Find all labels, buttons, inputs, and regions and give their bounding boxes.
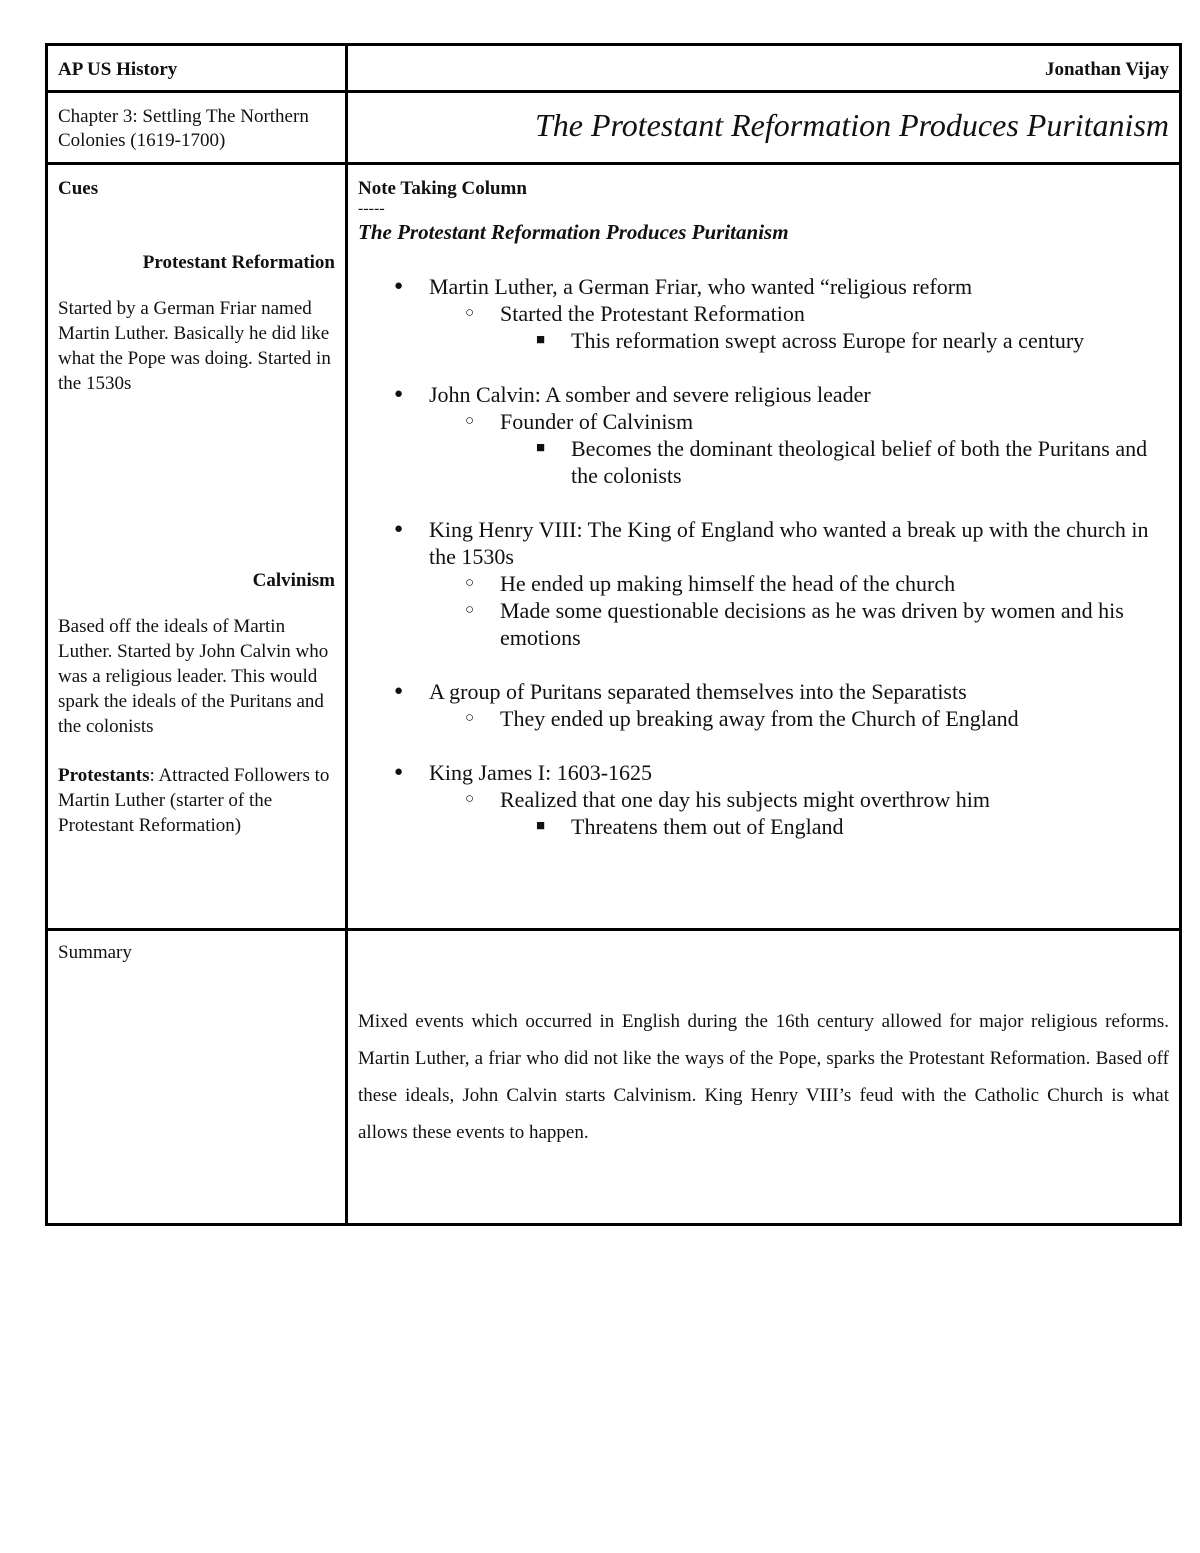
cue-text: Started by a German Friar named Martin Luther. Basically he did like what the Pope was doing. Started in the 1530s: [58, 298, 331, 394]
cue-term-bold: Protestants: [58, 765, 150, 786]
notes-divider: -----: [358, 200, 385, 217]
cues-label: Cues: [58, 178, 99, 199]
note-item-text: Threatens them out of England: [571, 814, 844, 839]
note-item-level-1: [358, 273, 1169, 300]
bullet-square-icon: ■: [536, 818, 546, 834]
header-row: [47, 45, 1181, 92]
note-item-level-2: [358, 786, 1169, 813]
cues-column: [47, 164, 347, 930]
note-item-text: Martin Luther, a German Friar, who wanted “religious reform: [429, 274, 973, 299]
note-item-level-1: [358, 759, 1169, 786]
note-item-text: Becomes the dominant theological belief of both the Puritans and the colonists: [571, 436, 1148, 488]
chapter-cell: [47, 92, 347, 164]
cue-heading: Protestant Reformation: [142, 252, 335, 273]
note-item-text: Made some questionable decisions as he was driven by women and his emotions: [500, 598, 1124, 650]
cue-text: Based off the ideals of Martin Luther. Started by John Calvin who was a religious leader. This would spark the ideals of the Puritans and the colonists: [58, 616, 329, 737]
note-group: [358, 516, 1169, 651]
note-item-level-2: [358, 570, 1169, 597]
chapter-label: Chapter 3: Settling The Northern Colonies (1619-1700): [58, 106, 309, 151]
cue-term: [58, 763, 335, 838]
note-item-level-2: [358, 597, 1169, 651]
title-row: [47, 92, 1181, 164]
author-cell: [347, 45, 1181, 92]
title-cell: [347, 92, 1181, 164]
note-item-level-1: [358, 381, 1169, 408]
bullet-filled-circle-icon: ●: [394, 386, 404, 402]
bullet-hollow-circle-icon: ○: [465, 791, 475, 807]
course-name: AP US History: [58, 59, 178, 80]
page-title: The Protestant Reformation Produces Puritanism: [534, 107, 1169, 143]
note-item-level-1: [358, 678, 1169, 705]
bullet-hollow-circle-icon: ○: [465, 575, 475, 591]
notes-list: [358, 273, 1169, 840]
note-item-text: He ended up making himself the head of the church: [500, 571, 956, 596]
notes-column: [347, 164, 1181, 930]
note-item-text: Realized that one day his subjects might overthrow him: [500, 787, 991, 812]
note-item-level-3: [358, 327, 1169, 354]
summary-text-cell: [347, 930, 1181, 1225]
cornell-notes-table: [45, 43, 1182, 1226]
bullet-filled-circle-icon: ●: [394, 683, 404, 699]
note-group: [358, 678, 1169, 732]
author-name: Jonathan Vijay: [1044, 59, 1169, 80]
notes-title: The Protestant Reformation Produces Puritanism: [358, 220, 789, 244]
body-row: [47, 164, 1181, 930]
note-item-text: They ended up breaking away from the Church of England: [500, 706, 1019, 731]
note-item-level-2: [358, 408, 1169, 435]
note-group: [358, 381, 1169, 489]
note-item-text: King James I: 1603-1625: [429, 760, 653, 785]
note-item-text: A group of Puritans separated themselves into the Separatists: [429, 679, 967, 704]
note-item-level-2: [358, 300, 1169, 327]
note-group: [358, 759, 1169, 840]
cue-term-rest: : Attracted Followers to Martin Luther (starter of the Protestant Reformation): [58, 765, 330, 836]
note-item-text: This reformation swept across Europe for nearly a century: [571, 328, 1085, 353]
note-item-text: King Henry VIII: The King of England who wanted a break up with the church in the 1530s: [429, 517, 1149, 569]
bullet-square-icon: ■: [536, 332, 546, 348]
bullet-filled-circle-icon: ●: [394, 278, 404, 294]
summary-row: [47, 930, 1181, 1225]
note-group: [358, 273, 1169, 354]
note-item-level-2: [358, 705, 1169, 732]
course-cell: [47, 45, 347, 92]
summary-label-cell: [47, 930, 347, 1225]
summary-label: Summary: [58, 942, 132, 963]
bullet-hollow-circle-icon: ○: [465, 413, 475, 429]
note-item-level-1: [358, 516, 1169, 570]
notes-label: Note Taking Column: [358, 178, 527, 199]
bullet-square-icon: ■: [536, 440, 546, 456]
bullet-hollow-circle-icon: ○: [465, 305, 475, 321]
bullet-filled-circle-icon: ●: [394, 764, 404, 780]
bullet-hollow-circle-icon: ○: [465, 710, 475, 726]
note-item-text: Started the Protestant Reformation: [500, 301, 805, 326]
bullet-filled-circle-icon: ●: [394, 521, 404, 537]
note-item-level-3: [358, 435, 1169, 489]
note-item-text: Founder of Calvinism: [500, 409, 694, 434]
note-item-text: John Calvin: A somber and severe religious leader: [429, 382, 871, 407]
summary-text: Mixed events which occurred in English during the 16th century allowed for major religious reforms. Martin Luther, a friar who did not like the ways of the Pope, sparks the Protestant Reformation. Based off these ideals, John Calvin starts Calvinism. King Henry VIII’s feud with the Catholic Church is what allows these events to happen.: [358, 1011, 1169, 1143]
note-item-level-3: [358, 813, 1169, 840]
bullet-hollow-circle-icon: ○: [465, 602, 475, 618]
cue-heading: Calvinism: [252, 570, 335, 591]
